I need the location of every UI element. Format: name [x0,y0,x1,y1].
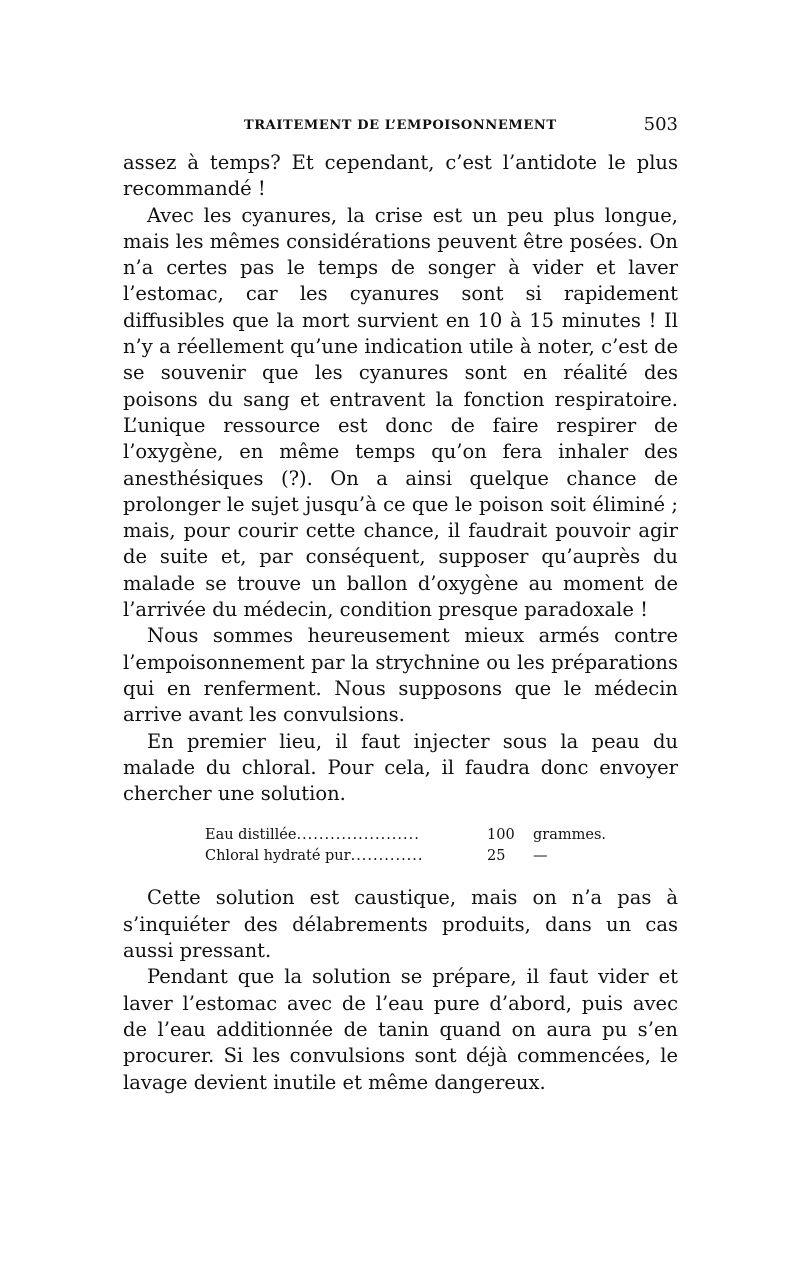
leader-dots: ............. [350,848,424,865]
recipe-table [205,825,678,867]
recipe-ingredient: Eau distillée [205,827,297,844]
paragraph: Cette solution est caustique, mais on n’a pas à s’inquiéter des délabrements produits, dans un cas aussi pressant. [123,886,678,963]
paragraph: Avec les cyanures, la crise est un peu plus longue, mais les mêmes considérations peuvent être posées. On n’a certes pas le temps de songer à vider et laver l’estomac, car les cyanures sont si rapidement diffusibles que la mort survient en 10 à 15 minutes ! Il n’y a réellement qu’une indication utile à noter, c’est de se souvenir que les cyanures sont en réalité des poisons du sang et entravent la fonction respiratoire. L’unique ressource est donc de faire respirer de l’oxygène, en même temps qu’on fera inhaler des anesthésiques (?). On a ainsi quelque chance de prolonger le sujet jusqu’à ce que le poison soit éliminé ; mais, pour courir cette chance, il faudrait pouvoir agir de suite et, par conséquent, supposer qu’auprès du malade se trouve un ballon d’oxygène au moment de l’arrivée du médecin, condition presque paradoxale ! [123,203,678,622]
recipe-quantity: 100 [487,827,515,844]
page-body [123,150,678,1096]
recipe-unit: grammes. [533,827,606,844]
leader-dots: ...................... [296,827,420,844]
running-title: TRAITEMENT DE L’EMPOISONNEMENT [244,118,557,133]
page-number: 503 [643,114,678,135]
paragraph: Pendant que la solution se prépare, il faut vider et laver l’estomac avec de l’eau pure d’abord, puis avec de l’eau additionnée de tanin quand on aura pu s’en procurer. Si les convulsions sont déjà commencées, le lavage devient inutile et même dangereux. [123,965,678,1094]
page-header [123,112,678,148]
recipe-unit: — [533,848,548,865]
paragraph: assez à temps? Et cependant, c’est l’antidote le plus recommandé ! [123,151,678,201]
recipe-ingredient: Chloral hydraté pur [205,848,351,865]
recipe-quantity: 25 [487,848,506,865]
recipe-row [205,846,678,867]
paragraph: En premier lieu, il faut injecter sous la peau du malade du chloral. Pour cela, il faudra donc envoyer chercher une solution. [123,729,678,806]
paragraph: Nous sommes heureusement mieux armés contre l’empoisonnement par la strychnine ou les préparations qui en renferment. Nous supposons que le médecin arrive avant les convulsions. [123,624,678,727]
recipe-row [205,825,678,846]
